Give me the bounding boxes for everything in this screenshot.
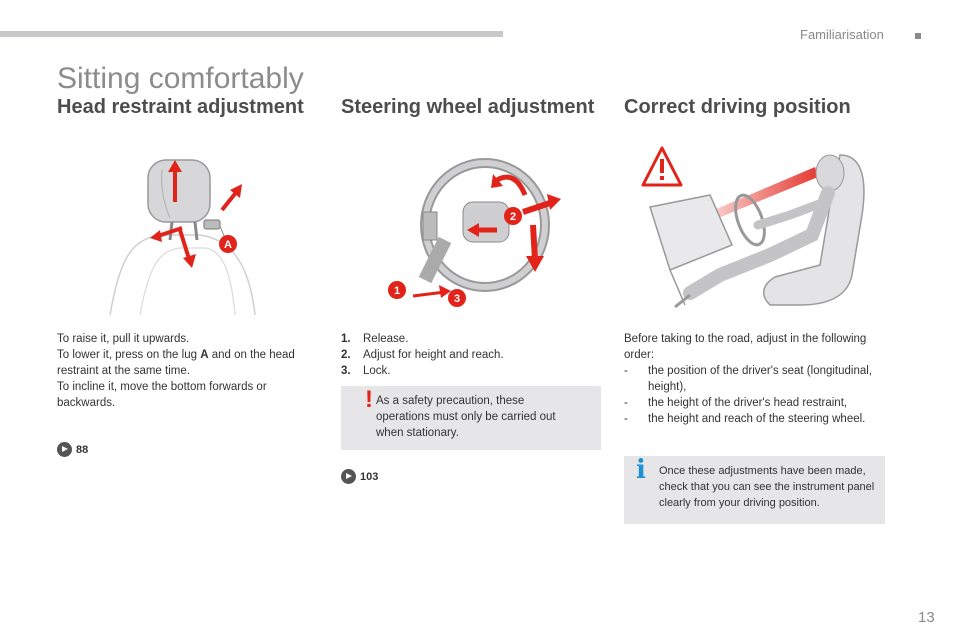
head-restraint-line-3: To incline it, move the bottom forwards or backwards. [57, 381, 267, 409]
steering-steps [341, 331, 504, 379]
callout-1-label: 1 [393, 285, 401, 297]
steering-title: Steering wheel adjustment [341, 96, 595, 118]
steering-step [341, 347, 504, 363]
section-label: Familiarisation [800, 27, 884, 42]
steering-step [341, 363, 504, 379]
head-restraint-ref-number: 88 [76, 443, 89, 456]
list-item-text: the height and reach of the steering wheel. [648, 413, 866, 425]
driving-position-title: Correct driving position [624, 96, 851, 118]
list-item: - the position of the driver's seat (longitudinal, height), [624, 363, 892, 395]
head-restraint-illustration [100, 150, 270, 320]
steering-wheel-illustration [385, 150, 570, 310]
info-note [624, 456, 885, 524]
step-text: Release. [363, 333, 409, 345]
driving-position-text [624, 331, 892, 427]
steering-step [341, 331, 504, 347]
header-bar [0, 31, 503, 37]
warning-text: As a safety precaution, these operations must only be carried out when stationary. [376, 395, 556, 439]
step-text: Lock. [363, 365, 391, 377]
driving-position-intro: Before taking to the road, adjust in the following order: [624, 333, 867, 361]
exclamation-icon: ! [365, 386, 373, 413]
list-item-text: the position of the driver's seat (longitudinal, height), [648, 365, 873, 393]
head-restraint-line-1: To raise it, pull it upwards. [57, 333, 190, 345]
callout-3-label: 3 [453, 293, 461, 305]
list-item-text: the height of the driver's head restraint, [648, 397, 848, 409]
warning-note [341, 386, 601, 450]
play-arrow-icon [341, 469, 356, 484]
lug-letter: A [200, 349, 209, 361]
step-number: 3. [341, 365, 351, 377]
info-text: Once these adjustments have been made, check that you can see the instrument panel clearly from your driving position. [659, 465, 875, 509]
driving-position-illustration [640, 145, 880, 315]
head-restraint-text [57, 331, 322, 411]
steering-ref-number: 103 [360, 470, 379, 483]
head-restraint-title: Head restraint adjustment [57, 96, 304, 118]
list-item: - the height and reach of the steering wheel. [624, 413, 866, 425]
step-number: 2. [341, 349, 351, 361]
page-number: 13 [918, 609, 935, 626]
callout-2-label: 2 [509, 211, 517, 223]
section-square-icon [915, 33, 921, 39]
step-text: Adjust for height and reach. [363, 349, 504, 361]
info-icon: i [636, 455, 646, 485]
head-restraint-line-2: To lower it, press on the lug A and on the head restraint at the same time. [57, 349, 295, 377]
play-arrow-icon [57, 442, 72, 457]
callout-a-label: A [224, 239, 232, 251]
step-number: 1. [341, 333, 351, 345]
head-restraint-ref-link[interactable] [57, 442, 88, 457]
list-item: - the height of the driver's head restraint, [624, 397, 848, 409]
steering-ref-link[interactable] [341, 469, 378, 484]
page-title: Sitting comfortably [57, 62, 304, 95]
